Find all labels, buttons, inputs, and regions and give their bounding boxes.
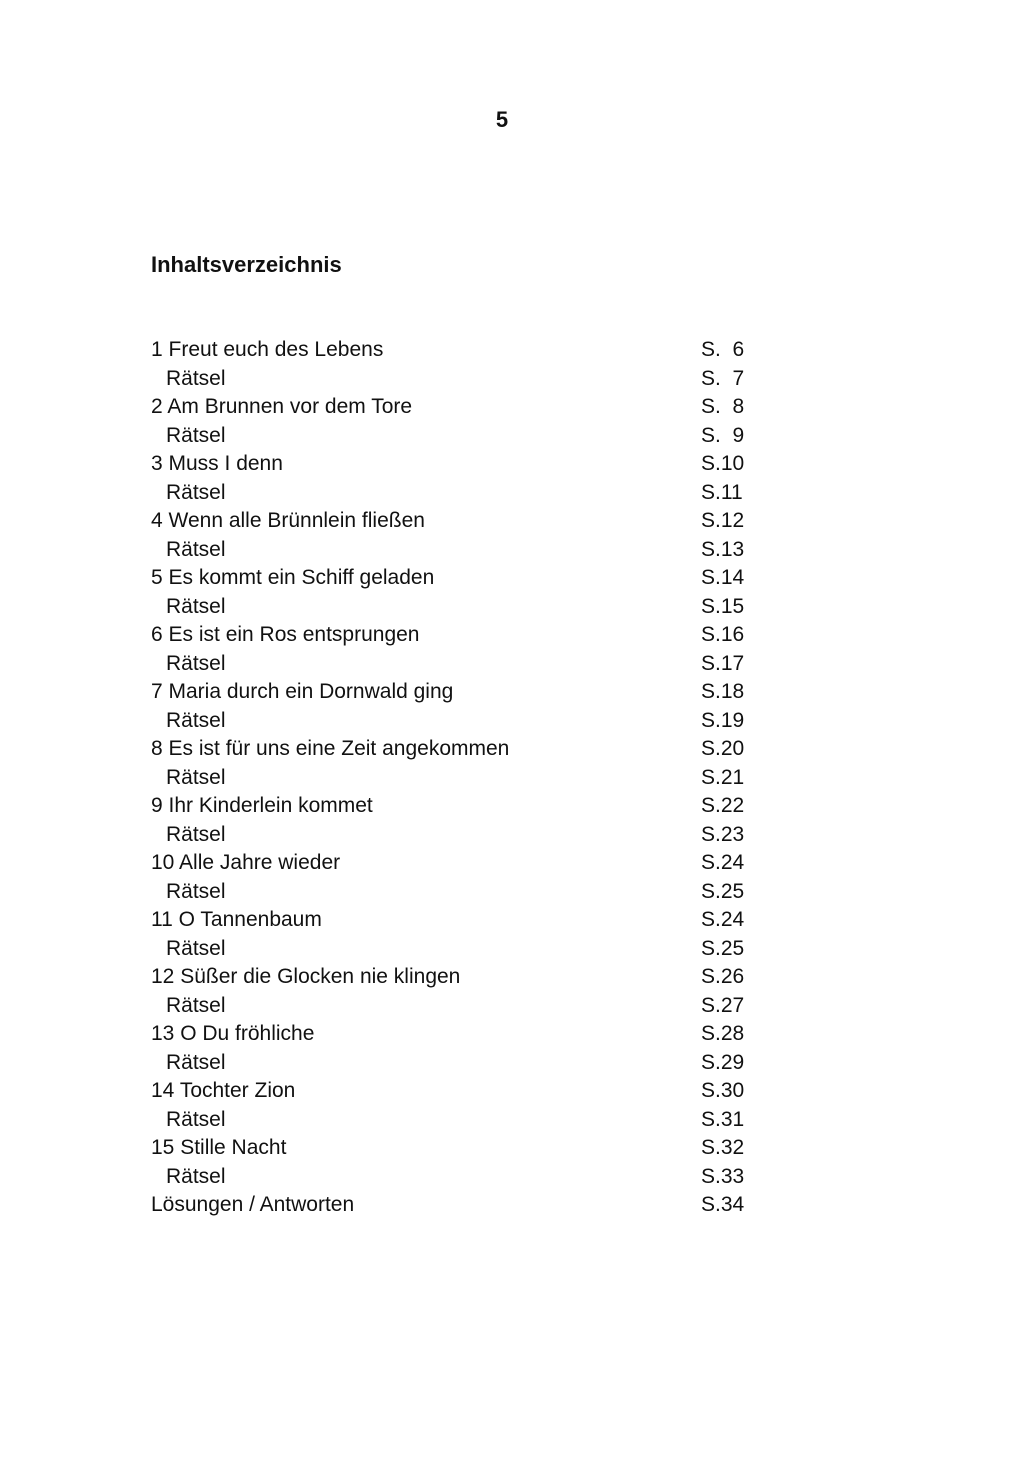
toc-entry-page: S.24 xyxy=(701,851,745,874)
toc-entry-page: S.34 xyxy=(701,1193,745,1216)
page-number: 5 xyxy=(495,107,509,132)
toc-entry-page: S. 6 xyxy=(701,338,745,361)
toc-sub-entry xyxy=(151,593,771,622)
toc-entry-page: S. 9 xyxy=(701,423,745,447)
toc-entry-page: S.28 xyxy=(701,1022,745,1045)
toc-entry-title: Lösungen / Antworten xyxy=(151,1193,355,1216)
toc-entry-page: S.25 xyxy=(701,936,745,960)
toc-entry-title: Rätsel xyxy=(166,594,226,618)
toc-entry xyxy=(151,564,771,593)
toc-entry-page: S. 7 xyxy=(701,366,745,390)
toc-entry-page: S. 8 xyxy=(701,395,745,418)
toc-entry-title: 13 O Du fröhliche xyxy=(151,1022,315,1045)
toc-entry-title: Rätsel xyxy=(166,366,226,390)
toc-entry xyxy=(151,678,771,707)
toc-entry-title: Rätsel xyxy=(166,537,226,561)
toc-sub-entry xyxy=(151,1049,771,1078)
toc-entry-page: S.10 xyxy=(701,452,745,475)
toc-entry-title: 12 Süßer die Glocken nie klingen xyxy=(151,965,461,988)
toc-entry-title: Rätsel xyxy=(166,1107,226,1131)
toc-entry xyxy=(151,735,771,764)
toc-entry xyxy=(151,906,771,935)
table-of-contents xyxy=(151,336,771,1220)
toc-sub-entry xyxy=(151,935,771,964)
toc-entry-title: 7 Maria durch ein Dornwald ging xyxy=(151,680,454,703)
toc-sub-entry xyxy=(151,1163,771,1192)
toc-entry-title: Rätsel xyxy=(166,480,226,504)
toc-sub-entry xyxy=(151,821,771,850)
toc-entry-page: S.26 xyxy=(701,965,745,988)
toc-entry-title: 15 Stille Nacht xyxy=(151,1136,287,1159)
toc-entry-page: S.18 xyxy=(701,680,745,703)
toc-entry-page: S.27 xyxy=(701,993,745,1017)
toc-entry-page: S.29 xyxy=(701,1050,745,1074)
toc-sub-entry xyxy=(151,707,771,736)
toc-entry xyxy=(151,621,771,650)
toc-entry-page: S.31 xyxy=(701,1107,745,1131)
toc-entry-page: S.22 xyxy=(701,794,745,817)
toc-entry-title: 8 Es ist für uns eine Zeit angekommen xyxy=(151,737,510,760)
toc-entry xyxy=(151,393,771,422)
toc-entry xyxy=(151,963,771,992)
toc-sub-entry xyxy=(151,992,771,1021)
toc-entry-title: 3 Muss I denn xyxy=(151,452,283,475)
toc-entry xyxy=(151,849,771,878)
toc-entry-title: 11 O Tannenbaum xyxy=(151,908,322,931)
toc-heading: Inhaltsverzeichnis xyxy=(151,252,342,277)
toc-entry-title: Rätsel xyxy=(166,822,226,846)
toc-entry-page: S.13 xyxy=(701,537,745,561)
toc-entry xyxy=(151,1134,771,1163)
toc-entry xyxy=(151,1191,771,1220)
toc-entry-page: S.15 xyxy=(701,594,745,618)
toc-entry-title: 6 Es ist ein Ros entsprungen xyxy=(151,623,420,646)
toc-entry-title: Rätsel xyxy=(166,423,226,447)
toc-entry-page: S.33 xyxy=(701,1164,745,1188)
toc-entry-page: S.30 xyxy=(701,1079,745,1102)
toc-entry-title: 4 Wenn alle Brünnlein fließen xyxy=(151,509,425,532)
toc-entry xyxy=(151,1077,771,1106)
toc-entry-title: Rätsel xyxy=(166,651,226,675)
toc-entry xyxy=(151,792,771,821)
toc-entry-page: S.25 xyxy=(701,879,745,903)
toc-entry-title: Rätsel xyxy=(166,1050,226,1074)
toc-entry xyxy=(151,450,771,479)
toc-entry-page: S.16 xyxy=(701,623,745,646)
toc-sub-entry xyxy=(151,878,771,907)
toc-entry-page: S.12 xyxy=(701,509,745,532)
toc-entry-title: 2 Am Brunnen vor dem Tore xyxy=(151,395,413,418)
toc-entry-title: 10 Alle Jahre wieder xyxy=(151,851,341,874)
toc-entry-page: S.20 xyxy=(701,737,745,760)
toc-entry-title: 1 Freut euch des Lebens xyxy=(151,338,384,361)
toc-entry-page: S.21 xyxy=(701,765,745,789)
toc-entry xyxy=(151,507,771,536)
toc-sub-entry xyxy=(151,650,771,679)
toc-entry-title: 14 Tochter Zion xyxy=(151,1079,296,1102)
toc-entry-title: Rätsel xyxy=(166,993,226,1017)
toc-sub-entry xyxy=(151,479,771,508)
toc-entry xyxy=(151,336,771,365)
toc-entry-title: Rätsel xyxy=(166,879,226,903)
toc-entry-page: S.17 xyxy=(701,651,745,675)
toc-entry-page: S.19 xyxy=(701,708,745,732)
toc-entry-page: S.11 xyxy=(701,480,743,504)
toc-entry-title: 9 Ihr Kinderlein kommet xyxy=(151,794,373,817)
toc-sub-entry xyxy=(151,536,771,565)
toc-sub-entry xyxy=(151,365,771,394)
toc-sub-entry xyxy=(151,764,771,793)
toc-entry-title: Rätsel xyxy=(166,1164,226,1188)
toc-entry-page: S.24 xyxy=(701,908,745,931)
toc-entry-title: 5 Es kommt ein Schiff geladen xyxy=(151,566,435,589)
toc-entry-title: Rätsel xyxy=(166,765,226,789)
toc-entry-title: Rätsel xyxy=(166,936,226,960)
toc-entry-page: S.23 xyxy=(701,822,745,846)
toc-entry-page: S.32 xyxy=(701,1136,745,1159)
toc-entry-title: Rätsel xyxy=(166,708,226,732)
toc-sub-entry xyxy=(151,422,771,451)
toc-sub-entry xyxy=(151,1106,771,1135)
toc-entry xyxy=(151,1020,771,1049)
toc-entry-page: S.14 xyxy=(701,566,745,589)
